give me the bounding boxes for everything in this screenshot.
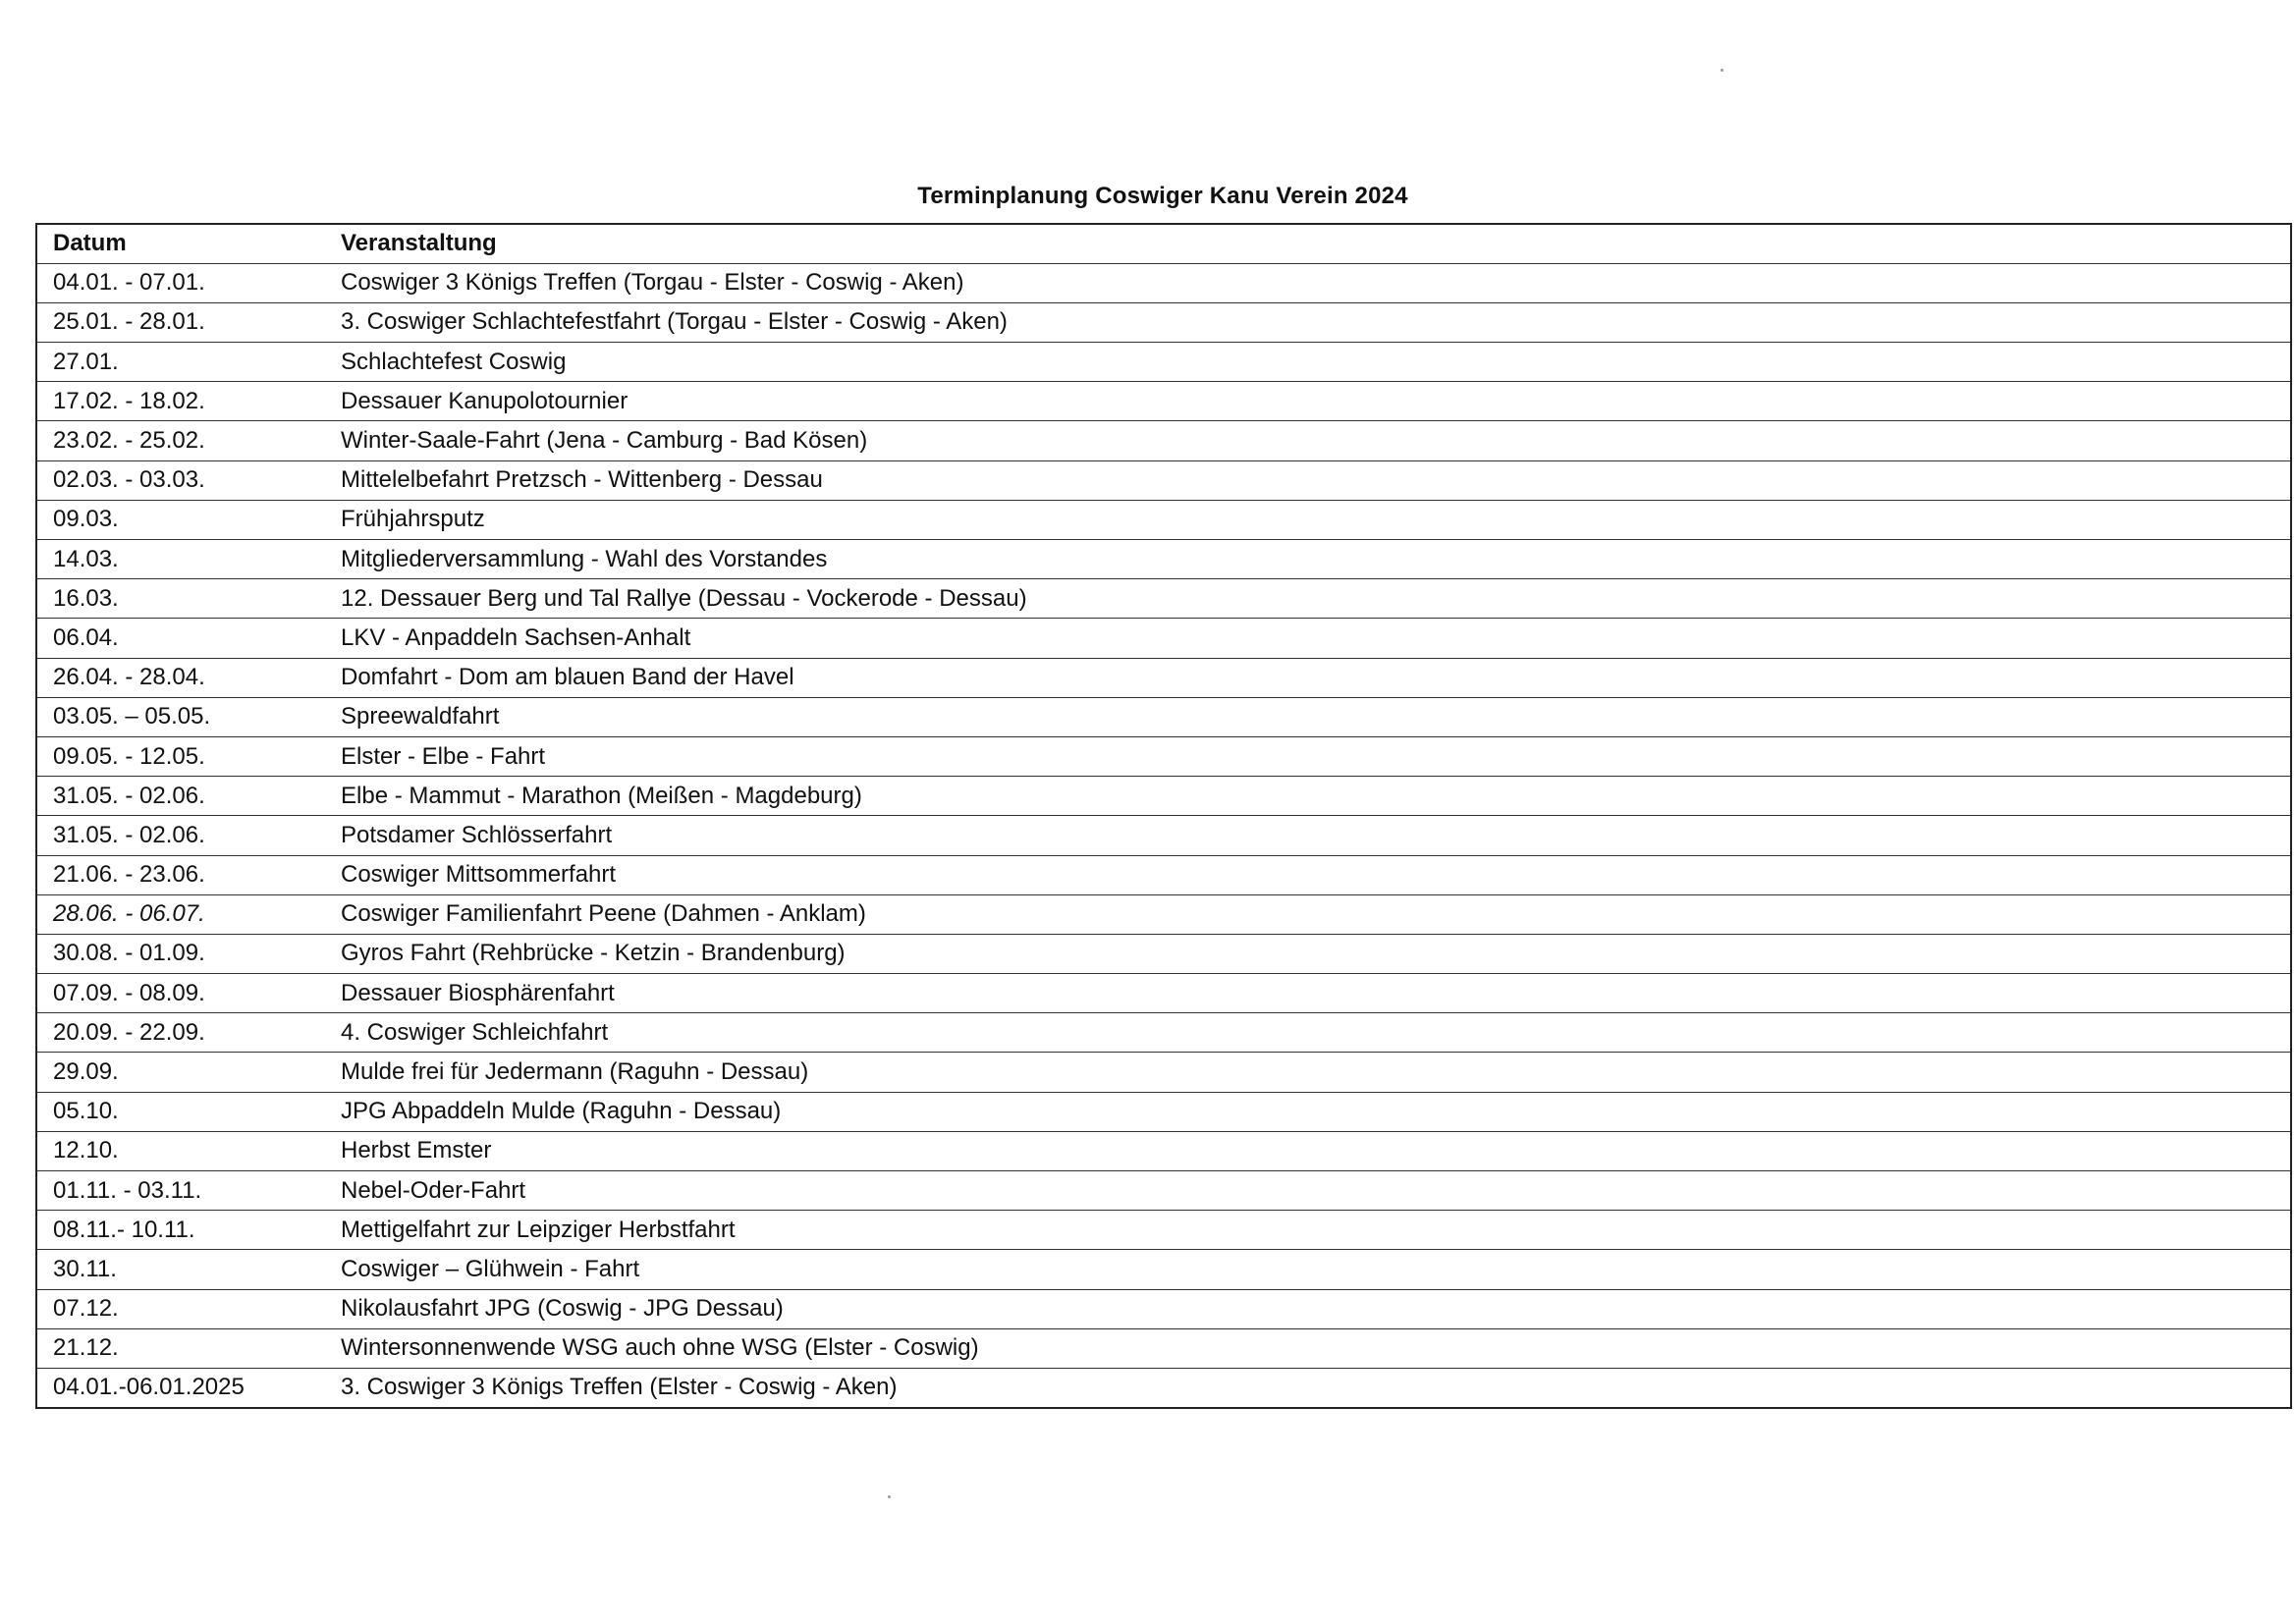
event-date: 01.11. - 03.11. <box>36 1171 326 1211</box>
scan-speck <box>1721 69 1723 72</box>
event-date: 12.10. <box>36 1131 326 1170</box>
event-date: 03.05. – 05.05. <box>36 697 326 736</box>
event-date: 05.10. <box>36 1092 326 1131</box>
column-header-date: Datum <box>36 224 326 263</box>
event-date: 20.09. - 22.09. <box>36 1013 326 1053</box>
table-row <box>36 579 2291 619</box>
document-title: Terminplanung Coswiger Kanu Verein 2024 <box>917 183 1408 209</box>
event-name: Mitgliederversammlung - Wahl des Vorstandes <box>326 540 2291 579</box>
event-date: 29.09. <box>36 1053 326 1092</box>
event-date: 07.09. - 08.09. <box>36 974 326 1013</box>
event-name: Coswiger 3 Königs Treffen (Torgau - Elster - Coswig - Aken) <box>326 263 2291 302</box>
table-row <box>36 1368 2291 1407</box>
event-name: Domfahrt - Dom am blauen Band der Havel <box>326 658 2291 697</box>
scan-speck <box>888 1495 891 1498</box>
event-name: Mulde frei für Jedermann (Raguhn - Dessau) <box>326 1053 2291 1092</box>
event-date: 06.04. <box>36 619 326 658</box>
table-row <box>36 1131 2291 1170</box>
event-name: Coswiger Mittsommerfahrt <box>326 855 2291 894</box>
event-name: Gyros Fahrt (Rehbrücke - Ketzin - Brandenburg) <box>326 934 2291 973</box>
event-date: 17.02. - 18.02. <box>36 382 326 421</box>
event-date: 27.01. <box>36 343 326 382</box>
event-name: 3. Coswiger 3 Königs Treffen (Elster - Coswig - Aken) <box>326 1368 2291 1407</box>
table-row <box>36 1211 2291 1250</box>
event-date: 31.05. - 02.06. <box>36 816 326 855</box>
table-row <box>36 894 2291 934</box>
event-name: Elster - Elbe - Fahrt <box>326 736 2291 776</box>
table-row <box>36 382 2291 421</box>
table-row <box>36 343 2291 382</box>
event-date: 02.03. - 03.03. <box>36 460 326 500</box>
event-date: 08.11.- 10.11. <box>36 1211 326 1250</box>
event-name: Coswiger Familienfahrt Peene (Dahmen - Anklam) <box>326 894 2291 934</box>
table-header-row <box>36 224 2291 263</box>
event-date: 14.03. <box>36 540 326 579</box>
table-row <box>36 1013 2291 1053</box>
table-row <box>36 1328 2291 1368</box>
event-date: 04.01. - 07.01. <box>36 263 326 302</box>
event-date: 07.12. <box>36 1289 326 1328</box>
event-date: 23.02. - 25.02. <box>36 421 326 460</box>
event-name: Dessauer Kanupolotournier <box>326 382 2291 421</box>
column-header-event: Veranstaltung <box>326 224 2291 263</box>
table-row <box>36 540 2291 579</box>
event-name: Potsdamer Schlösserfahrt <box>326 816 2291 855</box>
event-name: Spreewaldfahrt <box>326 697 2291 736</box>
event-date: 21.12. <box>36 1328 326 1368</box>
schedule-table <box>35 223 2292 1409</box>
table-row <box>36 1171 2291 1211</box>
event-name: Mittelelbefahrt Pretzsch - Wittenberg - Dessau <box>326 460 2291 500</box>
table-row <box>36 934 2291 973</box>
table-row <box>36 816 2291 855</box>
table-row <box>36 619 2291 658</box>
schedule-body <box>36 263 2291 1407</box>
event-date: 26.04. - 28.04. <box>36 658 326 697</box>
table-row <box>36 1053 2291 1092</box>
table-row <box>36 697 2291 736</box>
event-date: 04.01.-06.01.2025 <box>36 1368 326 1407</box>
event-date: 31.05. - 02.06. <box>36 777 326 816</box>
table-row <box>36 1092 2291 1131</box>
event-name: Winter-Saale-Fahrt (Jena - Camburg - Bad Kösen) <box>326 421 2291 460</box>
event-date: 09.05. - 12.05. <box>36 736 326 776</box>
table-row <box>36 777 2291 816</box>
event-name: 4. Coswiger Schleichfahrt <box>326 1013 2291 1053</box>
event-name: JPG Abpaddeln Mulde (Raguhn - Dessau) <box>326 1092 2291 1131</box>
event-date: 30.08. - 01.09. <box>36 934 326 973</box>
event-name: Coswiger – Glühwein - Fahrt <box>326 1250 2291 1289</box>
event-name: Frühjahrsputz <box>326 500 2291 539</box>
table-row <box>36 974 2291 1013</box>
table-row <box>36 421 2291 460</box>
event-name: Herbst Emster <box>326 1131 2291 1170</box>
table-row <box>36 1250 2291 1289</box>
event-name: Wintersonnenwende WSG auch ohne WSG (Elster - Coswig) <box>326 1328 2291 1368</box>
event-name: Nikolausfahrt JPG (Coswig - JPG Dessau) <box>326 1289 2291 1328</box>
table-row <box>36 736 2291 776</box>
table-row <box>36 1289 2291 1328</box>
event-name: Elbe - Mammut - Marathon (Meißen - Magdeburg) <box>326 777 2291 816</box>
event-date: 30.11. <box>36 1250 326 1289</box>
event-name: 3. Coswiger Schlachtefestfahrt (Torgau - Elster - Coswig - Aken) <box>326 302 2291 342</box>
event-name: Schlachtefest Coswig <box>326 343 2291 382</box>
event-date: 16.03. <box>36 579 326 619</box>
event-date: 21.06. - 23.06. <box>36 855 326 894</box>
event-name: Nebel-Oder-Fahrt <box>326 1171 2291 1211</box>
event-name: Dessauer Biosphärenfahrt <box>326 974 2291 1013</box>
event-date: 25.01. - 28.01. <box>36 302 326 342</box>
event-name: 12. Dessauer Berg und Tal Rallye (Dessau - Vockerode - Dessau) <box>326 579 2291 619</box>
table-row <box>36 500 2291 539</box>
event-date: 28.06. - 06.07. <box>36 894 326 934</box>
table-row <box>36 658 2291 697</box>
table-row <box>36 460 2291 500</box>
event-name: LKV - Anpaddeln Sachsen-Anhalt <box>326 619 2291 658</box>
event-date: 09.03. <box>36 500 326 539</box>
table-row <box>36 855 2291 894</box>
table-row <box>36 263 2291 302</box>
event-name: Mettigelfahrt zur Leipziger Herbstfahrt <box>326 1211 2291 1250</box>
table-row <box>36 302 2291 342</box>
